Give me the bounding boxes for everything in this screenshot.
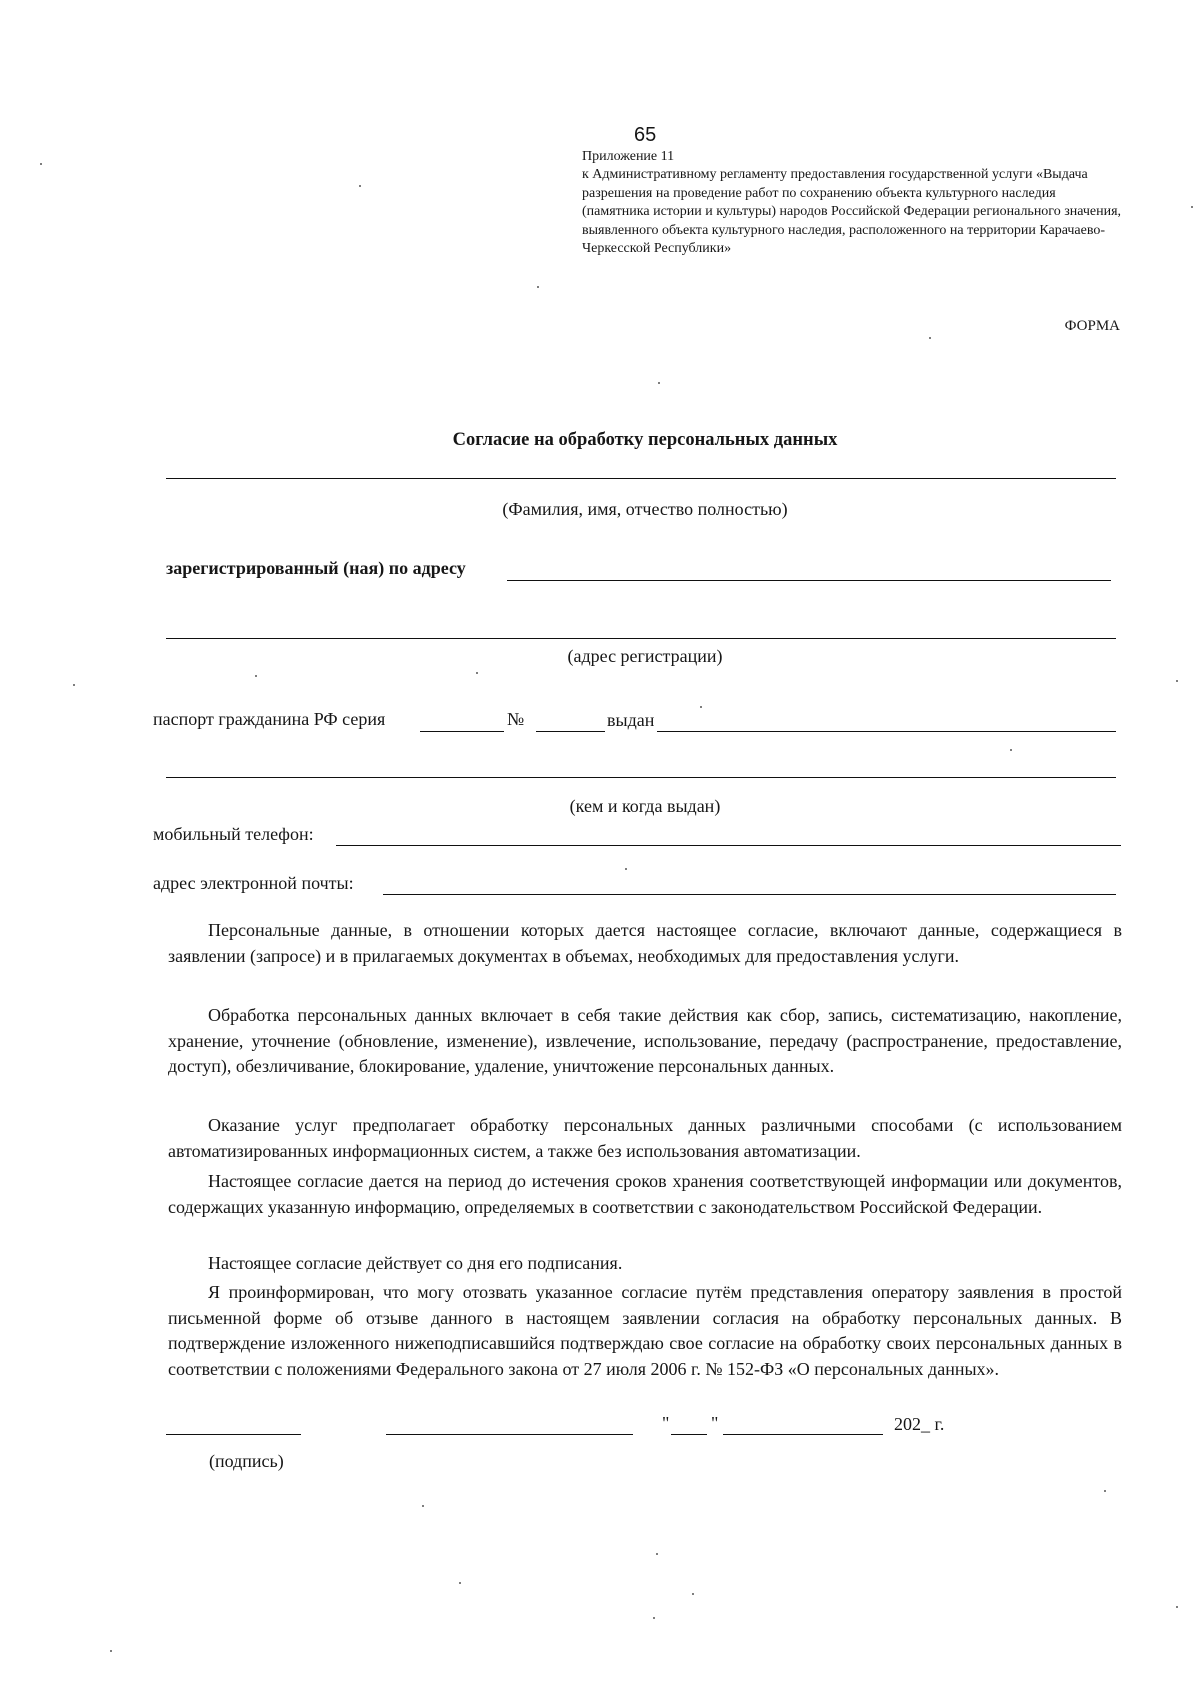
scan-speck: [700, 706, 702, 708]
appendix-number: Приложение 11: [582, 149, 675, 164]
scan-speck: [459, 1582, 461, 1584]
paragraph-period: Настоящее согласие дается на период до истечения сроков хранения соответствующей информации или документов, содержащих указанную информацию, определяемых в соответствии с законодательством Российской Федерации.: [168, 1171, 1122, 1217]
page-number: 65: [634, 124, 657, 146]
registered-address-line-2[interactable]: [166, 638, 1116, 639]
registered-address-line[interactable]: [507, 580, 1111, 581]
scan-speck: [110, 1650, 112, 1652]
date-day-line[interactable]: [671, 1434, 707, 1435]
scan-speck: [255, 675, 257, 677]
fio-line[interactable]: [166, 478, 1116, 479]
paragraph-personal-data: Персональные данные, в отношении которых дается настоящее согласие, включают данные, содержащиеся в заявлении (запросе) и в прилагаемых документах в объемах, необходимых для предоставления услуги.: [168, 920, 1122, 966]
date-quote-close: ": [711, 1413, 719, 1433]
scan-speck: [1104, 1490, 1106, 1492]
passport-series-line[interactable]: [420, 731, 504, 732]
scan-speck: [653, 1617, 655, 1619]
scan-speck: [73, 684, 75, 686]
paragraph-methods: Оказание услуг предполагает обработку персональных данных различными способами (с использованием автоматизированных информационных систем, а также без использования автоматизации.: [168, 1115, 1122, 1161]
date-year: 202_ г.: [894, 1414, 945, 1434]
appendix-text: к Административному регламенту предоставления государственной услуги «Выдача разрешения на проведение работ по сохранению объекта культурного наследия (памятника истории и культуры) народов Российской Федерации регионального значения, выявленного объекта культурного наследия, расположенного на территории Карачаево-Черкесской Республики»: [582, 167, 1122, 257]
phone-line[interactable]: [336, 845, 1121, 846]
scan-speck: [692, 1593, 694, 1595]
fio-caption: (Фамилия, имя, отчество полностью): [502, 499, 788, 519]
passport-issued-line[interactable]: [657, 731, 1116, 732]
scan-speck: [422, 1505, 424, 1507]
paragraph-revocation: Я проинформирован, что могу отозвать указанное согласие путём представления оператору заявления в простой письменной форме об отзыве данного в настоящем заявлении согласия на обработку персональных данных. В подтверждение изложенного нижеподписавшийся подтверждаю свое согласие на обработку своих персональных данных в соответствии с положениями Федерального закона от 27 июля 2006 г. № 152-ФЗ «О персональных данных».: [168, 1282, 1122, 1379]
address-caption: (адрес регистрации): [567, 646, 723, 666]
scan-speck: [537, 286, 539, 288]
scan-speck: [625, 868, 627, 870]
name-line[interactable]: [386, 1434, 633, 1435]
scan-speck: [1176, 680, 1178, 682]
scan-speck: [1010, 749, 1012, 751]
scan-speck: [476, 672, 478, 674]
scan-speck: [658, 382, 660, 384]
scan-speck: [40, 163, 42, 165]
email-line[interactable]: [383, 894, 1116, 895]
scan-speck: [929, 337, 931, 339]
scan-speck: [1176, 1606, 1178, 1608]
passport-issued-line-2[interactable]: [166, 777, 1116, 778]
email-label: адрес электронной почты:: [153, 873, 354, 893]
passport-series-label: паспорт гражданина РФ серия: [153, 709, 386, 729]
paragraph-processing: Обработка персональных данных включает в себя такие действия как сбор, запись, систематизацию, накопление, хранение, уточнение (обновление, изменение), извлечение, использование, передачу (распространение, предоставление, доступ), обезличивание, блокирование, удаление, уничтожение персональных данных.: [168, 1005, 1122, 1077]
scan-speck: [656, 1553, 658, 1555]
passport-issued-label: выдан: [607, 710, 655, 730]
issued-caption: (кем и когда выдан): [569, 796, 721, 816]
scan-speck: [359, 185, 361, 187]
date-quote-open: ": [662, 1413, 670, 1433]
signature-line[interactable]: [166, 1434, 301, 1435]
appendix-header: [582, 148, 1122, 258]
phone-label: мобильный телефон:: [153, 824, 314, 844]
date-month-line[interactable]: [723, 1434, 883, 1435]
signature-caption: (подпись): [209, 1451, 284, 1471]
registered-address-label: зарегистрированный (ная) по адресу: [166, 558, 466, 578]
scan-speck: [1191, 206, 1193, 208]
form-label: ФОРМА: [1064, 318, 1120, 334]
document-title: Согласие на обработку персональных данных: [452, 430, 838, 450]
paragraph-validity: Настоящее согласие действует со дня его подписания.: [208, 1253, 623, 1273]
passport-number-sign: №: [507, 709, 525, 729]
passport-number-line[interactable]: [536, 731, 605, 732]
